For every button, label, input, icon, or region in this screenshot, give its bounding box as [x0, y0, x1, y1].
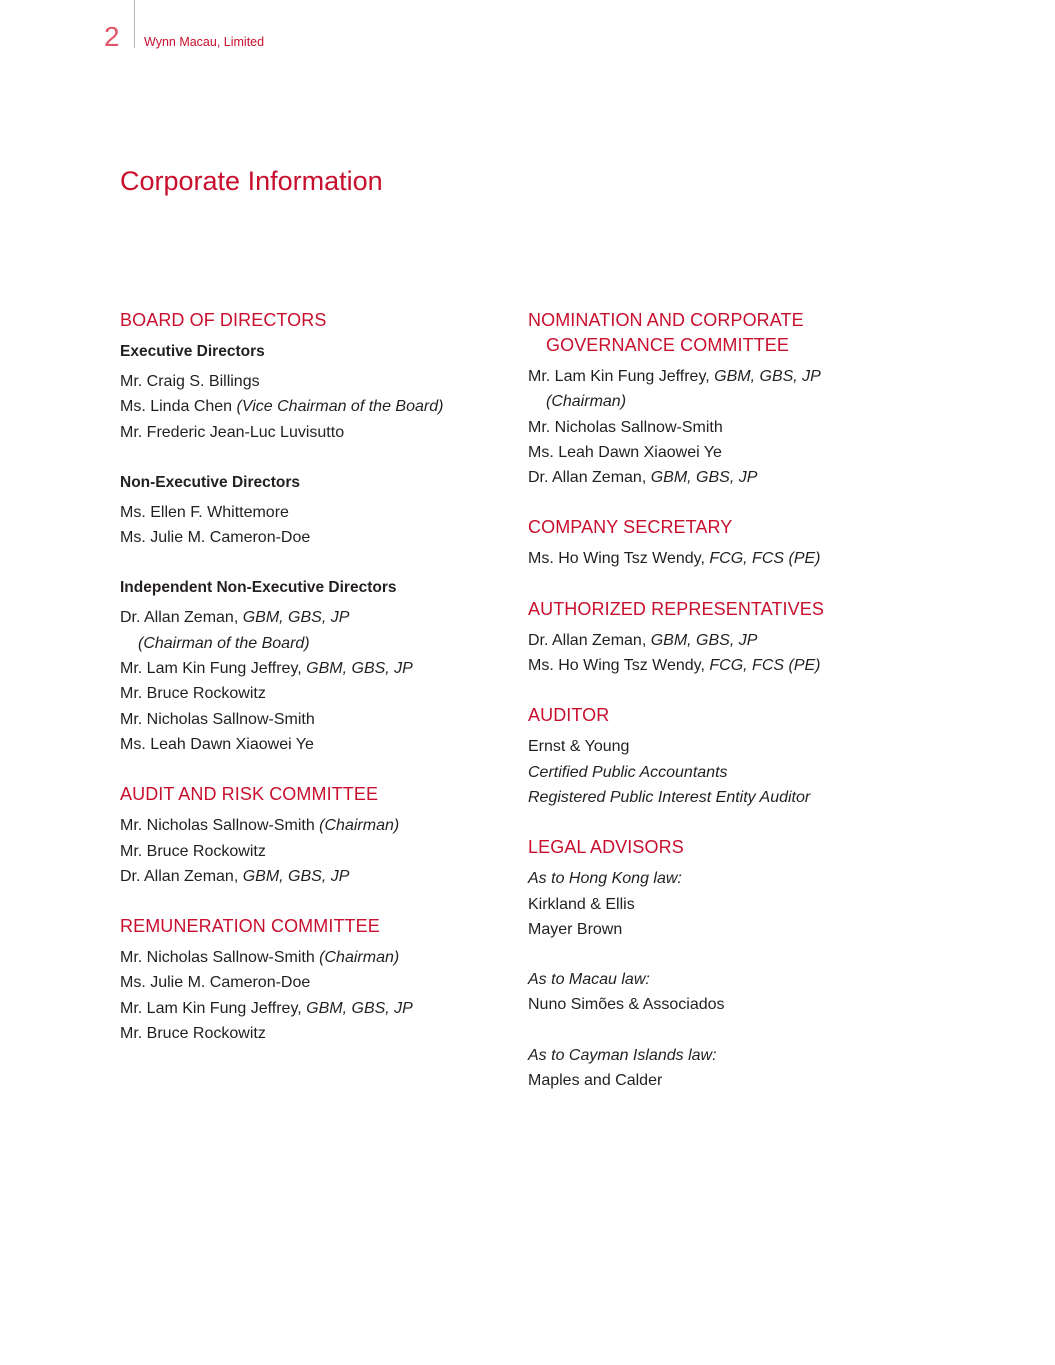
- legal-advisors-section: [528, 835, 948, 1093]
- header-divider: [134, 0, 135, 48]
- jurisdiction-label: As to Hong Kong law:: [528, 870, 682, 888]
- section-title: REMUNERATION COMMITTEE: [120, 916, 380, 937]
- list-item: Mayer Brown: [528, 920, 623, 938]
- section-title: BOARD OF DIRECTORS: [120, 310, 327, 330]
- auditor-qualification: Certified Public Accountants: [528, 763, 728, 781]
- left-column: [120, 308, 510, 1071]
- list-item: Mr. Bruce Rockowitz: [120, 842, 266, 860]
- sub-heading: Executive Directors: [120, 343, 265, 360]
- list-item: Mr. Lam Kin Fung Jeffrey, GBM, GBS, JP: [120, 660, 413, 678]
- list-item: Mr. Craig S. Billings: [120, 373, 260, 390]
- company-name: Wynn Macau, Limited: [144, 35, 265, 49]
- list-item: Mr. Nicholas Sallnow-Smith (Chairman): [120, 949, 400, 967]
- list-item-continuation: (Chairman): [546, 393, 627, 411]
- section-title: AUTHORIZED REPRESENTATIVES: [528, 598, 824, 619]
- list-item: Nuno Simões & Associados: [528, 996, 725, 1014]
- list-item: Ms. Linda Chen (Vice Chairman of the Board): [120, 398, 444, 416]
- list-item: Mr. Bruce Rockowitz: [120, 1025, 266, 1043]
- list-item: Maples and Calder: [528, 1072, 663, 1090]
- list-item: Ms. Julie M. Cameron-Doe: [120, 529, 311, 547]
- list-item: Mr. Lam Kin Fung Jeffrey, GBM, GBS, JP: [120, 999, 413, 1017]
- jurisdiction-label: As to Cayman Islands law:: [528, 1046, 717, 1064]
- list-item: Dr. Allan Zeman, GBM, GBS, JP: [528, 631, 758, 649]
- page-title: Corporate Information: [120, 166, 383, 196]
- auditor-registration: Registered Public Interest Entity Auditor: [528, 788, 811, 806]
- section-title: COMPANY SECRETARY: [528, 517, 733, 538]
- list-item: Dr. Allan Zeman, GBM, GBS, JP: [120, 867, 350, 885]
- auditor-firm: Ernst & Young: [528, 738, 630, 756]
- list-item-continuation: (Chairman of the Board): [138, 634, 310, 652]
- list-item: Mr. Nicholas Sallnow-Smith (Chairman): [120, 817, 400, 835]
- sub-heading: Independent Non-Executive Directors: [120, 579, 397, 597]
- list-item: Mr. Frederic Jean-Luc Luvisutto: [120, 423, 345, 441]
- authorized-representatives-section: [528, 597, 948, 679]
- section-title: LEGAL ADVISORS: [528, 837, 684, 858]
- list-item: Dr. Allan Zeman, GBM, GBS, JP: [120, 609, 350, 627]
- list-item: Ms. Julie M. Cameron-Doe: [120, 974, 311, 992]
- list-item: Ms. Ho Wing Tsz Wendy, FCG, FCS (PE): [528, 550, 821, 568]
- list-item: Ms. Leah Dawn Xiaowei Ye: [120, 735, 314, 753]
- section-title: AUDITOR: [528, 705, 610, 726]
- page-header: [0, 0, 1055, 60]
- list-item: Mr. Lam Kin Fung Jeffrey, GBM, GBS, JP: [528, 368, 821, 385]
- list-item: Kirkland & Ellis: [528, 895, 635, 913]
- list-item: Mr. Bruce Rockowitz: [120, 685, 266, 703]
- audit-committee-section: [120, 782, 510, 889]
- list-item: Ms. Ellen F. Whittemore: [120, 503, 289, 521]
- list-item: Mr. Nicholas Sallnow-Smith: [120, 710, 315, 728]
- page-number: 2: [104, 21, 120, 52]
- right-column: [528, 308, 948, 1118]
- list-item: Ms. Ho Wing Tsz Wendy, FCG, FCS (PE): [528, 657, 821, 675]
- auditor-section: [528, 703, 948, 810]
- board-of-directors-section: [120, 308, 510, 757]
- section-title: NOMINATION AND CORPORATE GOVERNANCE COMMITTEE: [528, 310, 804, 355]
- remuneration-committee-section: [120, 914, 510, 1046]
- sub-heading: Non-Executive Directors: [120, 473, 301, 491]
- list-item: Ms. Leah Dawn Xiaowei Ye: [528, 443, 722, 461]
- list-item: Dr. Allan Zeman, GBM, GBS, JP: [528, 469, 758, 487]
- nomination-committee-section: [528, 308, 948, 490]
- list-item: Mr. Nicholas Sallnow-Smith: [528, 418, 723, 436]
- jurisdiction-label: As to Macau law:: [528, 971, 650, 989]
- company-secretary-section: [528, 515, 948, 571]
- section-title: AUDIT AND RISK COMMITTEE: [120, 784, 379, 805]
